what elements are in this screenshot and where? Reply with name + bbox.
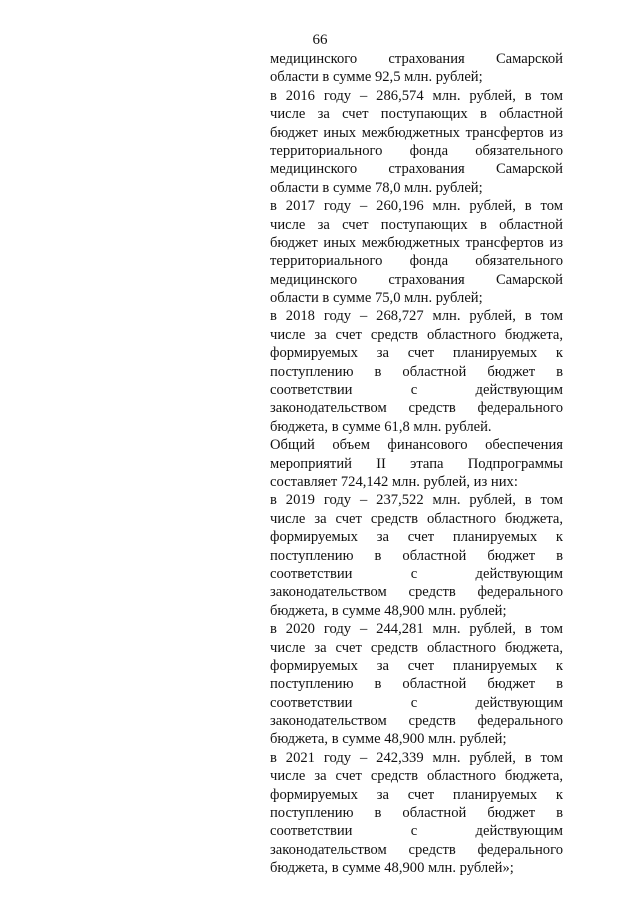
text-line: числе за счет средств областного бюджета, <box>270 326 563 343</box>
text-line: в 2020 году – 244,281 млн. рублей, в том <box>270 621 563 638</box>
text-line: бюджета, в сумме 48,900 млн. рублей; <box>270 731 507 748</box>
text-line: области в сумме 75,0 млн. рублей; <box>270 290 483 307</box>
text-line: числе за счет средств областного бюджета, <box>270 639 563 656</box>
text-line: в 2018 году – 268,727 млн. рублей, в том <box>270 308 563 325</box>
text-line: формируемых за счет планируемых к <box>270 529 563 546</box>
text-line: медицинского страхования Самарской <box>270 161 563 178</box>
text-line: области в сумме 92,5 млн. рублей; <box>270 69 483 86</box>
text-line: в 2019 году – 237,522 млн. рублей, в том <box>270 492 563 509</box>
text-line: Общий объем финансового обеспечения <box>270 437 563 454</box>
text-line: области в сумме 78,0 млн. рублей; <box>270 179 483 196</box>
text-line: в 2017 году – 260,196 млн. рублей, в том <box>270 198 563 215</box>
text-line: законодательством средств федерального <box>270 713 563 730</box>
text-line: числе за счет средств областного бюджета, <box>270 510 563 527</box>
text-line: числе за счет поступающих в областной <box>270 216 563 233</box>
text-line: поступлению в областной бюджет в <box>270 805 563 822</box>
text-line: соответствии с действующим <box>270 565 563 582</box>
text-line: формируемых за счет планируемых к <box>270 657 563 674</box>
text-line: составляет 724,142 млн. рублей, из них: <box>270 473 518 490</box>
text-line: соответствии с действующим <box>270 694 563 711</box>
text-line: бюджета, в сумме 48,900 млн. рублей»; <box>270 860 514 877</box>
text-line: числе за счет поступающих в областной <box>270 106 563 123</box>
text-line: медицинского страхования Самарской <box>270 51 563 67</box>
text-line: в 2016 году – 286,574 млн. рублей, в том <box>270 87 563 104</box>
text-line: медицинского страхования Самарской <box>270 271 563 288</box>
text-line: бюджета, в сумме 48,900 млн. рублей; <box>270 602 507 619</box>
text-line: соответствии с действующим <box>270 823 563 840</box>
text-line: поступлению в областной бюджет в <box>270 676 563 693</box>
text-line: территориального фонда обязательного <box>270 253 563 270</box>
text-line: территориального фонда обязательного <box>270 142 563 159</box>
text-line: бюджета, в сумме 61,8 млн. рублей. <box>270 418 492 435</box>
text-line: бюджет иных межбюджетных трансфертов из <box>270 234 563 251</box>
text-line: формируемых за счет планируемых к <box>270 786 563 803</box>
text-line: соответствии с действующим <box>270 382 563 399</box>
page-number: 66 <box>312 32 328 48</box>
text-line: законодательством средств федерального <box>270 841 563 858</box>
text-line: в 2021 году – 242,339 млн. рублей, в том <box>270 749 563 766</box>
text-line: бюджет иных межбюджетных трансфертов из <box>270 124 563 141</box>
document-body <box>270 50 563 878</box>
text-line: поступлению в областной бюджет в <box>270 547 563 564</box>
text-line: поступлению в областной бюджет в <box>270 363 563 380</box>
text-line: числе за счет средств областного бюджета, <box>270 768 563 785</box>
text-line: законодательством средств федерального <box>270 400 563 417</box>
text-line: мероприятий II этапа Подпрограммы <box>270 455 563 472</box>
text-line: законодательством средств федерального <box>270 584 563 601</box>
text-line: формируемых за счет планируемых к <box>270 345 563 362</box>
